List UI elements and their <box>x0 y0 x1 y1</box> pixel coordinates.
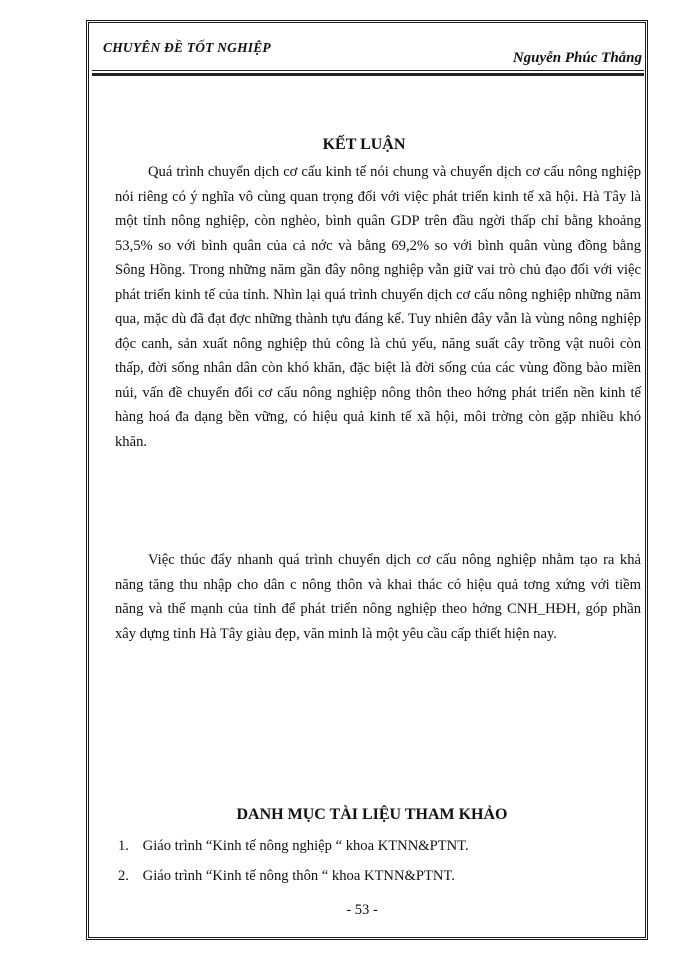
reference-number: 2. <box>118 868 129 884</box>
reference-text: Giáo trình “Kinh tế nông nghiệp “ khoa KTNN&PTNT. <box>142 838 469 854</box>
conclusion-paragraph: Quá trình chuyển dịch cơ cấu kinh tế nói chung và chuyển dịch cơ cấu nông nghiệp nói riêng có ý nghĩa vô cùng quan trọng đối với việc phát triển kinh tế xã hội. Hà Tây là một tỉnh nông nghiệp, còn nghèo, bình quân GDP trên đầu ngời thấp chỉ bằng khoảng 53,5% so với bình quân của cả nớc và bằng 69,2% so với bình quân vùng đồng bằng Sông Hồng. Trong những năm gần đây nông nghiệp vẫn giữ vai trò chủ đạo đối với việc phát triển kinh tế của tỉnh. Nhìn lại quá trình chuyển dịch cơ cấu nông nghiệp những năm qua, mặc dù đã đạt đợc những thành tựu đáng kể. Tuy nhiên đây vẫn là vùng nông nghiệp độc canh, sản xuất nông nghiệp thủ công là chủ yếu, năng suất cây trồng vật nuôi còn thấp, đời sống nhân dân còn khó khăn, đặc biệt là đời sống của các vùng đồng bào miền núi, vấn đề chuyển đổi cơ cấu nông nghiệp nông thôn theo hớng phát triển nền kinh tế hàng hoá đa dạng bền vững, có hiệu quả kinh tế xã hội, môi trờng còn gặp nhiều khó khăn. <box>115 164 641 450</box>
header-title: CHUYÊN ĐỀ TỐT NGHIỆP <box>103 40 271 55</box>
page-border <box>86 20 648 940</box>
header-divider <box>92 70 644 71</box>
conclusion-heading: KẾT LUẬN <box>322 136 406 153</box>
reference-item <box>118 864 469 894</box>
reference-number: 1. <box>118 838 129 854</box>
reference-text: Giáo trình “Kinh tế nông thôn “ khoa KTNN&PTNT. <box>142 868 455 884</box>
conclusion-paragraph: Việc thúc đẩy nhanh quá trình chuyển dịch cơ cấu nông nghiệp nhằm tạo ra khả năng tăng thu nhập cho dân c nông thôn và khai thác có hiệu quả tơng xứng với tiềm năng và thế mạnh của tỉnh để phát triển nông nghiệp theo hớng CNH_HĐH, góp phần xây dựng tỉnh Hà Tây giàu đẹp, văn minh là một yêu cầu cấp thiết hiện nay. <box>115 552 641 642</box>
references-list <box>118 834 469 894</box>
reference-item <box>118 834 469 864</box>
header-author: Nguyễn Phúc Thắng <box>512 50 642 66</box>
header-divider-thick <box>92 73 644 76</box>
references-heading: DANH MỤC TÀI LIỆU THAM KHẢO <box>236 806 508 823</box>
page-number: - 53 - <box>346 902 378 918</box>
